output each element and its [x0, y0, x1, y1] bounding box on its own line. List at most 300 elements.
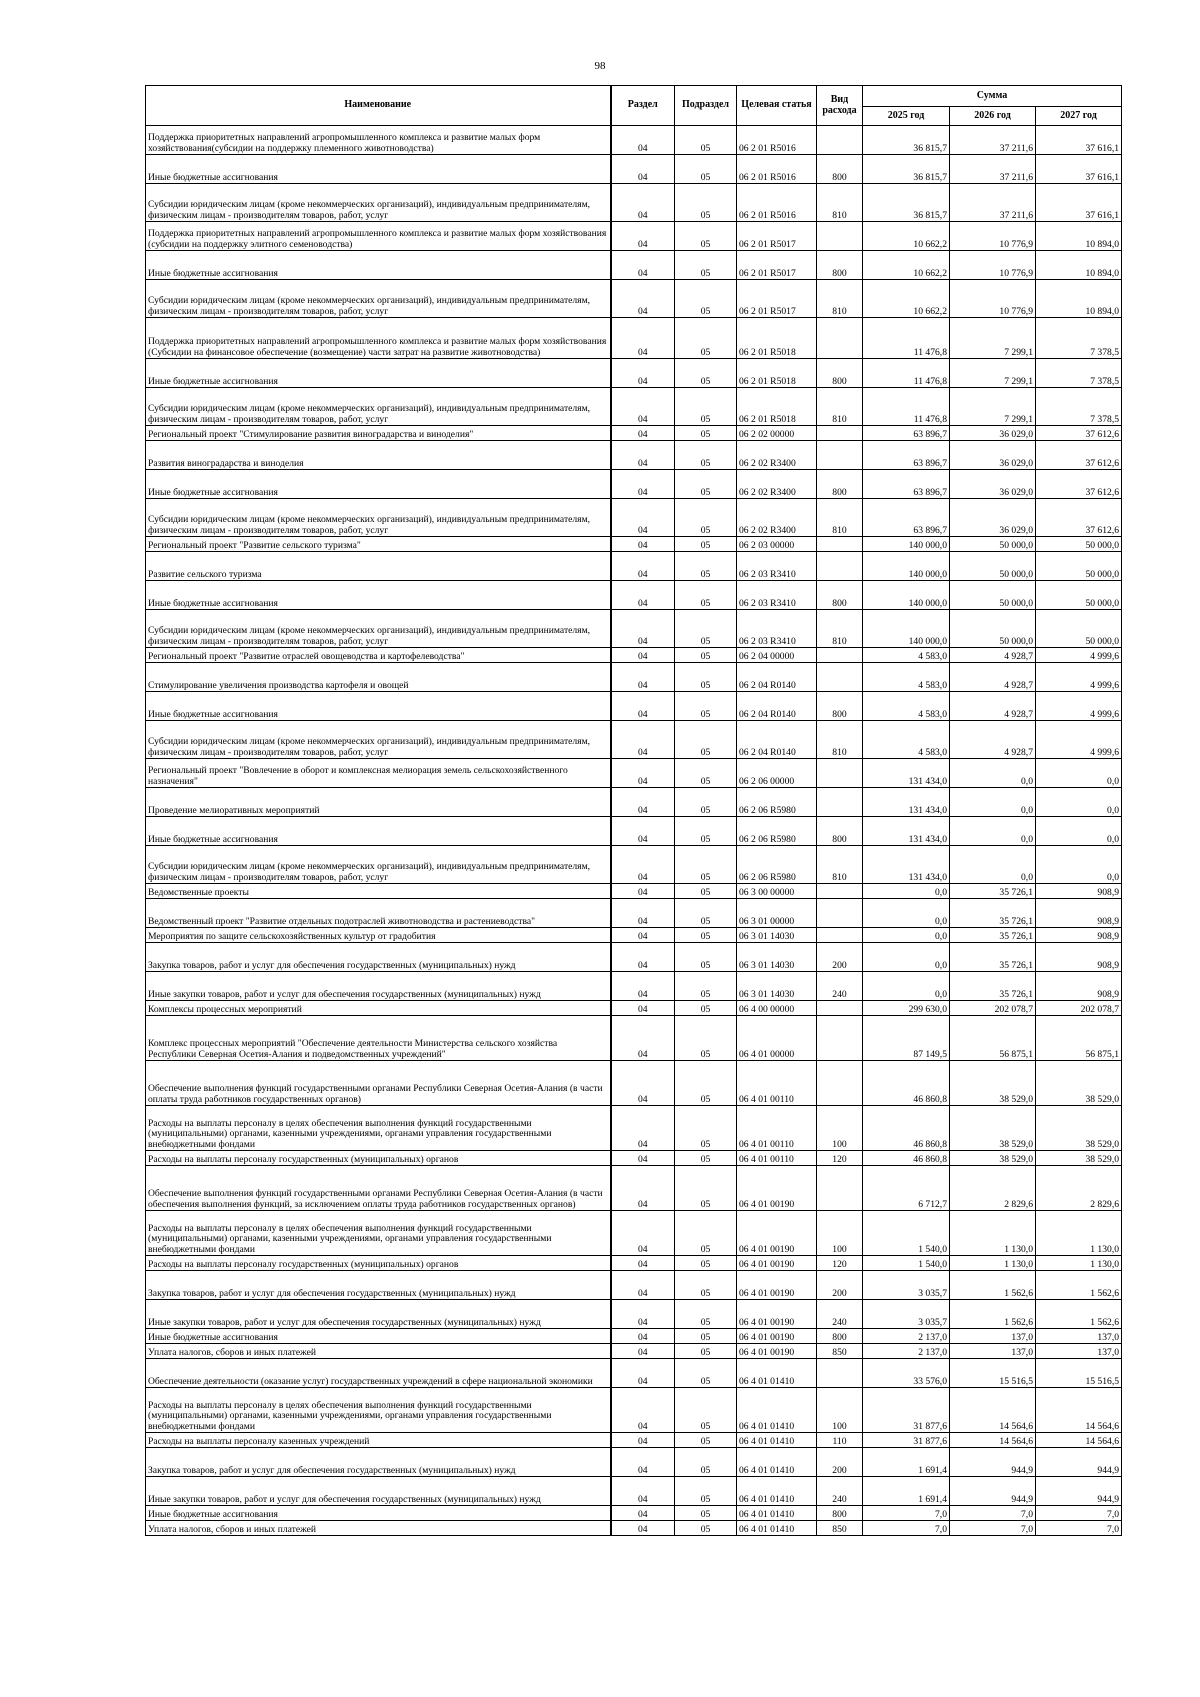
row-section: 04: [611, 280, 675, 318]
row-name-text: Иные бюджетные ассигнования: [148, 708, 278, 720]
row-sum-2026: 0,0: [950, 788, 1036, 817]
row-expense-kind: [817, 1061, 863, 1106]
row-subsection: 05: [675, 581, 737, 610]
row-name: [146, 1388, 611, 1433]
row-name: [146, 184, 611, 222]
row-sum-2025: 1 691,4: [863, 1448, 950, 1477]
table-row: [146, 441, 1122, 470]
row-subsection: 05: [675, 788, 737, 817]
row-section: 04: [611, 1506, 675, 1521]
row-name-text: Расходы на выплаты персоналу в целях обеспечения выполнения функций государственными (муниципальными) органами, казенными учреждениями, органами управления государственными внебюджетными фондами: [148, 1399, 552, 1432]
row-sum-2025: 10 662,2: [863, 222, 950, 251]
row-sum-2026: 7 299,1: [950, 318, 1036, 359]
row-name-text: Субсидии юридическим лицам (кроме некоммерческих организаций), индивидуальным предпринимателям, физическим лицам - производителям товаров, работ, услуг: [148, 625, 591, 647]
row-subsection: 05: [675, 692, 737, 721]
row-name: [146, 1506, 611, 1521]
row-section: 04: [611, 126, 675, 155]
row-subsection: 05: [675, 184, 737, 222]
row-section: 04: [611, 648, 675, 663]
row-expense-kind: 200: [817, 1448, 863, 1477]
row-name: [146, 721, 611, 759]
row-expense-kind: 810: [817, 184, 863, 222]
row-name-text: Иные бюджетные ассигнования: [148, 1331, 278, 1343]
row-target-article: 06 2 01 R5018: [737, 388, 817, 426]
row-sum-2025: 131 434,0: [863, 759, 950, 788]
table-row: [146, 126, 1122, 155]
row-name-text: Субсидии юридическим лицам (кроме некоммерческих организаций), индивидуальным предпринимателям, физическим лицам - производителям товаров, работ, услуг: [148, 736, 591, 758]
row-section: 04: [611, 1271, 675, 1300]
row-target-article: 06 2 02 R3400: [737, 470, 817, 499]
row-name: [146, 1016, 611, 1061]
row-sum-2027: 14 564,6: [1036, 1433, 1122, 1448]
budget-table: [145, 85, 1122, 1536]
row-section: 04: [611, 537, 675, 552]
row-expense-kind: 240: [817, 1300, 863, 1329]
row-expense-kind: 100: [817, 1211, 863, 1256]
row-target-article: 06 2 03 R3410: [737, 552, 817, 581]
row-sum-2025: 131 434,0: [863, 788, 950, 817]
header-year-2025: 2025 год: [863, 107, 950, 126]
row-name-text: Обеспечение деятельности (оказание услуг) государственных учреждений в сфере национальной экономики: [148, 1375, 593, 1387]
table-row: [146, 1344, 1122, 1359]
row-sum-2026: 38 529,0: [950, 1151, 1036, 1166]
row-sum-2025: 0,0: [863, 899, 950, 928]
row-name: [146, 1061, 611, 1106]
row-sum-2026: 2 829,6: [950, 1166, 1036, 1211]
table-row: [146, 222, 1122, 251]
row-sum-2025: 63 896,7: [863, 470, 950, 499]
row-name: [146, 280, 611, 318]
row-subsection: 05: [675, 1001, 737, 1016]
row-sum-2027: 908,9: [1036, 972, 1122, 1001]
row-subsection: 05: [675, 388, 737, 426]
header-expense-kind: Вид расхода: [817, 86, 863, 126]
row-name: [146, 359, 611, 388]
row-expense-kind: [817, 663, 863, 692]
row-name: [146, 884, 611, 899]
row-sum-2025: 10 662,2: [863, 280, 950, 318]
row-sum-2025: 4 583,0: [863, 692, 950, 721]
row-expense-kind: 200: [817, 1271, 863, 1300]
row-sum-2026: 944,9: [950, 1448, 1036, 1477]
row-sum-2027: 50 000,0: [1036, 552, 1122, 581]
row-expense-kind: [817, 222, 863, 251]
row-target-article: 06 2 03 R3410: [737, 581, 817, 610]
table-row: [146, 388, 1122, 426]
row-subsection: 05: [675, 359, 737, 388]
row-expense-kind: [817, 1016, 863, 1061]
row-target-article: 06 4 01 01410: [737, 1388, 817, 1433]
table-row: [146, 318, 1122, 359]
row-section: 04: [611, 1256, 675, 1271]
row-sum-2026: 137,0: [950, 1329, 1036, 1344]
row-sum-2025: 131 434,0: [863, 846, 950, 884]
row-subsection: 05: [675, 648, 737, 663]
table-row: [146, 499, 1122, 537]
row-target-article: 06 4 01 00190: [737, 1256, 817, 1271]
row-sum-2027: 7 378,5: [1036, 359, 1122, 388]
row-sum-2027: 10 894,0: [1036, 280, 1122, 318]
row-name-text: Расходы на выплаты персоналу казенных учреждений: [148, 1435, 370, 1447]
table-row: [146, 1433, 1122, 1448]
row-section: 04: [611, 928, 675, 943]
row-subsection: 05: [675, 280, 737, 318]
row-section: 04: [611, 759, 675, 788]
row-sum-2027: 0,0: [1036, 759, 1122, 788]
row-name: [146, 126, 611, 155]
row-expense-kind: 800: [817, 692, 863, 721]
row-subsection: 05: [675, 318, 737, 359]
row-sum-2027: 4 999,6: [1036, 721, 1122, 759]
row-section: 04: [611, 499, 675, 537]
row-section: 04: [611, 155, 675, 184]
row-name: [146, 388, 611, 426]
row-name-text: Комплексы процессных мероприятий: [148, 1003, 302, 1015]
row-name: [146, 759, 611, 788]
row-name: [146, 222, 611, 251]
table-row: [146, 1359, 1122, 1388]
row-name: [146, 1344, 611, 1359]
row-sum-2027: 0,0: [1036, 846, 1122, 884]
row-target-article: 06 4 01 00110: [737, 1106, 817, 1151]
row-target-article: 06 4 01 00000: [737, 1016, 817, 1061]
row-sum-2027: 7,0: [1036, 1521, 1122, 1536]
row-sum-2025: 63 896,7: [863, 499, 950, 537]
row-name-text: Региональный проект "Развитие отраслей овощеводства и картофелеводства": [148, 650, 465, 662]
row-expense-kind: 800: [817, 359, 863, 388]
row-target-article: 06 2 01 R5016: [737, 155, 817, 184]
row-expense-kind: [817, 899, 863, 928]
row-expense-kind: [817, 441, 863, 470]
row-name: [146, 648, 611, 663]
row-name: [146, 1521, 611, 1536]
row-sum-2027: 10 894,0: [1036, 251, 1122, 280]
row-section: 04: [611, 318, 675, 359]
row-sum-2027: 38 529,0: [1036, 1061, 1122, 1106]
row-target-article: 06 3 01 14030: [737, 943, 817, 972]
row-subsection: 05: [675, 899, 737, 928]
row-sum-2026: 944,9: [950, 1477, 1036, 1506]
row-subsection: 05: [675, 721, 737, 759]
row-subsection: 05: [675, 470, 737, 499]
row-section: 04: [611, 552, 675, 581]
row-section: 04: [611, 1521, 675, 1536]
row-name-text: Субсидии юридическим лицам (кроме некоммерческих организаций), индивидуальным предпринимателям, физическим лицам - производителям товаров, работ, услуг: [148, 403, 591, 425]
row-name: [146, 972, 611, 1001]
row-expense-kind: 800: [817, 155, 863, 184]
header-sum: Сумма: [863, 86, 1122, 107]
table-row: [146, 1016, 1122, 1061]
row-section: 04: [611, 610, 675, 648]
table-row: [146, 610, 1122, 648]
row-subsection: 05: [675, 928, 737, 943]
row-name: [146, 788, 611, 817]
row-name: [146, 1359, 611, 1388]
row-sum-2026: 10 776,9: [950, 280, 1036, 318]
row-sum-2026: 35 726,1: [950, 899, 1036, 928]
row-sum-2025: 140 000,0: [863, 537, 950, 552]
table-row: [146, 1256, 1122, 1271]
row-name: [146, 1433, 611, 1448]
row-name-text: Субсидии юридическим лицам (кроме некоммерческих организаций), индивидуальным предпринимателям, физическим лицам - производителям товаров, работ, услуг: [148, 861, 591, 883]
row-target-article: 06 2 01 R5017: [737, 251, 817, 280]
table-row: [146, 817, 1122, 846]
row-name: [146, 1271, 611, 1300]
row-name: [146, 1477, 611, 1506]
row-name: [146, 581, 611, 610]
row-sum-2026: 38 529,0: [950, 1106, 1036, 1151]
row-sum-2026: 36 029,0: [950, 426, 1036, 441]
row-name-text: Региональный проект "Развитие сельского туризма": [148, 539, 361, 551]
row-name-text: Ведомственные проекты: [148, 886, 249, 898]
row-subsection: 05: [675, 1300, 737, 1329]
row-sum-2027: 38 529,0: [1036, 1151, 1122, 1166]
row-sum-2027: 0,0: [1036, 817, 1122, 846]
row-sum-2027: 37 616,1: [1036, 184, 1122, 222]
table-row: [146, 1329, 1122, 1344]
row-sum-2027: 0,0: [1036, 788, 1122, 817]
row-target-article: 06 4 01 00110: [737, 1061, 817, 1106]
table-row: [146, 552, 1122, 581]
row-name: [146, 318, 611, 359]
row-expense-kind: 800: [817, 581, 863, 610]
row-name: [146, 1166, 611, 1211]
header-section: Раздел: [611, 86, 675, 126]
row-sum-2027: 38 529,0: [1036, 1106, 1122, 1151]
row-sum-2025: 7,0: [863, 1506, 950, 1521]
row-name-text: Расходы на выплаты персоналу государственных (муниципальных) органов: [148, 1258, 459, 1270]
row-expense-kind: 240: [817, 1477, 863, 1506]
row-expense-kind: 810: [817, 280, 863, 318]
row-expense-kind: 240: [817, 972, 863, 1001]
row-sum-2025: 4 583,0: [863, 648, 950, 663]
row-section: 04: [611, 1433, 675, 1448]
row-sum-2027: 4 999,6: [1036, 648, 1122, 663]
row-subsection: 05: [675, 441, 737, 470]
row-section: 04: [611, 470, 675, 499]
table-row: [146, 1166, 1122, 1211]
row-sum-2025: 6 712,7: [863, 1166, 950, 1211]
row-name-text: Закупка товаров, работ и услуг для обеспечения государственных (муниципальных) нужд: [148, 1464, 516, 1476]
row-sum-2026: 4 928,7: [950, 721, 1036, 759]
row-sum-2025: 10 662,2: [863, 251, 950, 280]
row-name-text: Уплата налогов, сборов и иных платежей: [148, 1523, 317, 1535]
row-subsection: 05: [675, 1344, 737, 1359]
row-name-text: Обеспечение выполнения функций государственными органами Республики Северная Осетия-Алания (в части обеспечения выполнения функций, за исключением оплаты труда работников государственных органов): [148, 1188, 603, 1210]
row-subsection: 05: [675, 537, 737, 552]
row-sum-2025: 0,0: [863, 972, 950, 1001]
row-subsection: 05: [675, 1061, 737, 1106]
row-sum-2027: 14 564,6: [1036, 1388, 1122, 1433]
row-sum-2025: 140 000,0: [863, 610, 950, 648]
row-section: 04: [611, 846, 675, 884]
row-sum-2026: 14 564,6: [950, 1433, 1036, 1448]
row-name: [146, 846, 611, 884]
row-section: 04: [611, 184, 675, 222]
row-target-article: 06 4 01 01410: [737, 1433, 817, 1448]
row-sum-2025: 33 576,0: [863, 1359, 950, 1388]
row-sum-2025: 2 137,0: [863, 1344, 950, 1359]
row-expense-kind: [817, 928, 863, 943]
row-sum-2025: 36 815,7: [863, 155, 950, 184]
row-name-text: Развитие сельского туризма: [148, 568, 262, 580]
row-sum-2025: 46 860,8: [863, 1151, 950, 1166]
row-target-article: 06 2 06 R5980: [737, 788, 817, 817]
row-name: [146, 943, 611, 972]
row-section: 04: [611, 1359, 675, 1388]
row-section: 04: [611, 817, 675, 846]
row-target-article: 06 2 02 R3400: [737, 441, 817, 470]
row-section: 04: [611, 943, 675, 972]
row-subsection: 05: [675, 1521, 737, 1536]
row-sum-2027: 2 829,6: [1036, 1166, 1122, 1211]
row-target-article: 06 4 01 01410: [737, 1448, 817, 1477]
row-name-text: Проведение мелиоративных мероприятий: [148, 804, 320, 816]
row-name: [146, 692, 611, 721]
row-expense-kind: [817, 126, 863, 155]
row-subsection: 05: [675, 1256, 737, 1271]
row-name-text: Иные бюджетные ассигнования: [148, 267, 278, 279]
row-name: [146, 663, 611, 692]
row-sum-2026: 35 726,1: [950, 943, 1036, 972]
row-sum-2025: 63 896,7: [863, 441, 950, 470]
row-expense-kind: 100: [817, 1388, 863, 1433]
row-sum-2025: 140 000,0: [863, 552, 950, 581]
row-target-article: 06 4 01 01410: [737, 1506, 817, 1521]
row-name: [146, 1329, 611, 1344]
row-subsection: 05: [675, 126, 737, 155]
row-target-article: 06 4 01 00190: [737, 1344, 817, 1359]
row-name-text: Субсидии юридическим лицам (кроме некоммерческих организаций), индивидуальным предпринимателям, физическим лицам - производителям товаров, работ, услуг: [148, 295, 591, 317]
row-expense-kind: 800: [817, 470, 863, 499]
row-name-text: Комплекс процессных мероприятий "Обеспечение деятельности Министерства сельского хозяйства Республики Северная Осетия-Алания и подведомственных учреждений": [148, 1038, 558, 1060]
row-expense-kind: 800: [817, 251, 863, 280]
row-name: [146, 1211, 611, 1256]
row-sum-2025: 1 691,4: [863, 1477, 950, 1506]
row-sum-2026: 0,0: [950, 846, 1036, 884]
row-section: 04: [611, 251, 675, 280]
row-section: 04: [611, 1166, 675, 1211]
table-row: [146, 899, 1122, 928]
row-subsection: 05: [675, 1433, 737, 1448]
row-sum-2027: 50 000,0: [1036, 610, 1122, 648]
row-sum-2026: 35 726,1: [950, 884, 1036, 899]
row-section: 04: [611, 1344, 675, 1359]
row-name: [146, 817, 611, 846]
row-sum-2025: 299 630,0: [863, 1001, 950, 1016]
row-subsection: 05: [675, 499, 737, 537]
row-target-article: 06 4 01 00190: [737, 1300, 817, 1329]
row-sum-2027: 56 875,1: [1036, 1016, 1122, 1061]
row-sum-2027: 4 999,6: [1036, 692, 1122, 721]
row-subsection: 05: [675, 1151, 737, 1166]
row-sum-2026: 56 875,1: [950, 1016, 1036, 1061]
table-row: [146, 1106, 1122, 1151]
row-expense-kind: [817, 759, 863, 788]
row-sum-2025: 2 137,0: [863, 1329, 950, 1344]
row-name: [146, 552, 611, 581]
row-sum-2026: 37 211,6: [950, 184, 1036, 222]
row-subsection: 05: [675, 1271, 737, 1300]
table-row: [146, 1061, 1122, 1106]
row-sum-2027: 908,9: [1036, 943, 1122, 972]
row-subsection: 05: [675, 663, 737, 692]
row-target-article: 06 2 02 R3400: [737, 499, 817, 537]
table-row: [146, 972, 1122, 1001]
row-sum-2026: 38 529,0: [950, 1061, 1036, 1106]
row-name-text: Субсидии юридическим лицам (кроме некоммерческих организаций), индивидуальным предпринимателям, физическим лицам - производителям товаров, работ, услуг: [148, 199, 591, 221]
header-target-article: Целевая статья: [737, 86, 817, 126]
row-section: 04: [611, 788, 675, 817]
row-sum-2026: 202 078,7: [950, 1001, 1036, 1016]
row-name-text: Ведомственный проект "Развитие отдельных подотраслей животноводства и растениеводства": [148, 915, 536, 927]
row-name-text: Поддержка приоритетных направлений агропромышленного комплекса и развитие малых форм хозяйствования (субсидии на поддержку элитного семеноводства): [148, 228, 607, 250]
row-subsection: 05: [675, 972, 737, 1001]
row-sum-2025: 31 877,6: [863, 1433, 950, 1448]
row-section: 04: [611, 1448, 675, 1477]
row-name: [146, 1001, 611, 1016]
row-sum-2026: 50 000,0: [950, 552, 1036, 581]
row-target-article: 06 4 01 01410: [737, 1359, 817, 1388]
row-sum-2026: 0,0: [950, 817, 1036, 846]
table-row: [146, 884, 1122, 899]
row-expense-kind: 850: [817, 1344, 863, 1359]
row-section: 04: [611, 1151, 675, 1166]
row-name-text: Иные бюджетные ассигнования: [148, 833, 278, 845]
row-section: 04: [611, 1329, 675, 1344]
row-name-text: Региональный проект "Вовлечение в оборот и комплексная мелиорация земель сельскохозяйственного назначения": [148, 765, 568, 787]
row-sum-2025: 0,0: [863, 884, 950, 899]
row-expense-kind: 810: [817, 721, 863, 759]
row-expense-kind: 120: [817, 1256, 863, 1271]
row-sum-2027: 944,9: [1036, 1448, 1122, 1477]
row-expense-kind: [817, 1166, 863, 1211]
row-sum-2025: 36 815,7: [863, 184, 950, 222]
row-section: 04: [611, 359, 675, 388]
row-name: [146, 1256, 611, 1271]
row-sum-2027: 137,0: [1036, 1329, 1122, 1344]
row-target-article: 06 4 01 00190: [737, 1329, 817, 1344]
row-sum-2027: 37 612,6: [1036, 499, 1122, 537]
row-expense-kind: [817, 537, 863, 552]
row-section: 04: [611, 721, 675, 759]
row-name: [146, 470, 611, 499]
row-sum-2026: 0,0: [950, 759, 1036, 788]
row-sum-2027: 7,0: [1036, 1506, 1122, 1521]
row-name-text: Региональный проект "Стимулирование развития виноградарства и виноделия": [148, 428, 474, 440]
row-target-article: 06 2 01 R5017: [737, 280, 817, 318]
row-sum-2026: 36 029,0: [950, 441, 1036, 470]
row-sum-2027: 137,0: [1036, 1344, 1122, 1359]
row-section: 04: [611, 1001, 675, 1016]
row-sum-2025: 140 000,0: [863, 581, 950, 610]
row-expense-kind: 100: [817, 1106, 863, 1151]
row-expense-kind: [817, 1001, 863, 1016]
row-expense-kind: 810: [817, 388, 863, 426]
row-sum-2027: 1 130,0: [1036, 1211, 1122, 1256]
table-row: [146, 1300, 1122, 1329]
row-section: 04: [611, 1106, 675, 1151]
row-subsection: 05: [675, 817, 737, 846]
table-body: [146, 126, 1122, 1536]
row-subsection: 05: [675, 1477, 737, 1506]
row-section: 04: [611, 426, 675, 441]
table-row: [146, 928, 1122, 943]
row-sum-2026: 4 928,7: [950, 648, 1036, 663]
row-target-article: 06 4 01 00190: [737, 1211, 817, 1256]
row-subsection: 05: [675, 1329, 737, 1344]
row-expense-kind: 120: [817, 1151, 863, 1166]
